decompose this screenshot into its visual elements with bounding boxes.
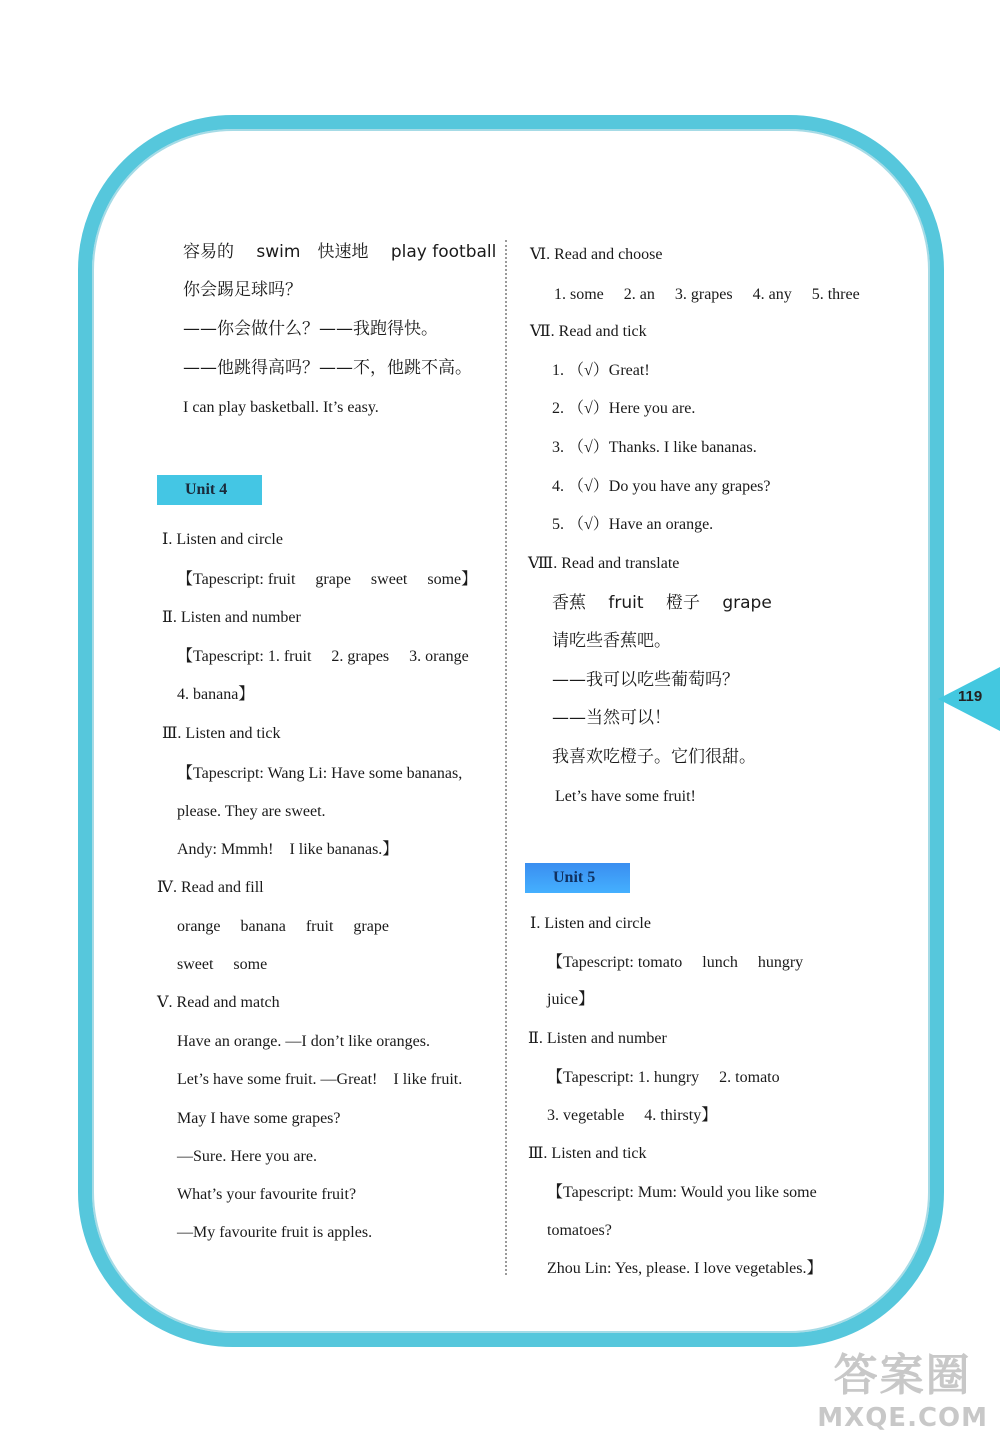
text-line: 容易的 swim 快速地 play football [183, 242, 497, 262]
answer-line: juice】 [547, 991, 595, 1008]
answer-line: 4. banana】 [177, 686, 255, 703]
watermark [817, 1339, 988, 1433]
answer-line: Andy: Mmmh! I like bananas.】 [177, 841, 399, 858]
answer-line: —My favourite fruit is apples. [177, 1224, 373, 1241]
answer-line: 【Tapescript: tomato lunch hungry [547, 954, 804, 971]
answer-line: please. They are sweet. [177, 803, 326, 820]
section-title: Ⅰ. Listen and circle [162, 531, 283, 548]
answer-line: orange banana fruit grape [177, 918, 389, 935]
section-title: Ⅱ. Listen and number [528, 1030, 667, 1047]
answer-line: 【Tapescript: fruit grape sweet some】 [177, 571, 478, 588]
answer-line: Zhou Lin: Yes, please. I love vegetables.】 [547, 1260, 823, 1277]
section-title: Ⅱ. Listen and number [162, 609, 301, 626]
section-title: Ⅶ. Read and tick [530, 323, 647, 340]
page-number: 119 [958, 688, 983, 705]
section-title: Ⅲ. Listen and tick [528, 1145, 647, 1162]
answer-line: sweet some [177, 956, 268, 973]
answer-line: 3. vegetable 4. thirsty】 [547, 1107, 718, 1124]
section-title: Ⅷ. Read and translate [528, 555, 680, 572]
section-title: Ⅵ. Read and choose [530, 246, 663, 263]
section-title: Ⅳ. Read and fill [157, 879, 264, 896]
answer-line: 3. （√）Thanks. I like bananas. [552, 439, 757, 456]
watermark-url: MXQE.COM [817, 1403, 988, 1433]
answer-line: 5. （√）Have an orange. [552, 516, 714, 533]
answer-line: Let’s have some fruit. —Great! I like fruit. [177, 1071, 463, 1088]
text-line: 你会踢足球吗？ [183, 280, 302, 300]
answer-line: 【Tapescript: Wang Li: Have some bananas, [177, 765, 463, 782]
section-title: Ⅴ. Read and match [157, 994, 280, 1011]
answer-line: 1. some 2. an 3. grapes 4. any 5. three [554, 286, 860, 303]
answer-line: 香蕉 fruit 橙子 grape [552, 593, 772, 613]
text-line: ——你会做什么？——我跑得快。 [183, 319, 438, 339]
answer-line: May I have some grapes? [177, 1110, 341, 1127]
answer-line: Let’s have some fruit! [555, 788, 696, 805]
answer-line: 4. （√）Do you have any grapes? [552, 478, 771, 495]
answer-line: 【Tapescript: 1. hungry 2. tomato [547, 1069, 780, 1086]
text-line: I can play basketball. It’s easy. [183, 399, 379, 416]
answer-line: ——当然可以！ [552, 708, 671, 728]
answer-line: tomatoes? [547, 1222, 612, 1239]
answer-line: Have an orange. —I don’t like oranges. [177, 1033, 430, 1050]
unit-4-heading: Unit 4 [157, 475, 262, 505]
watermark-logo-text: 答案圈 [833, 1350, 972, 1401]
answer-line: 2. （√）Here you are. [552, 400, 696, 417]
answer-line: 1. （√）Great! [552, 362, 650, 379]
answer-line: 请吃些香蕉吧。 [552, 631, 671, 651]
answer-line: —Sure. Here you are. [177, 1148, 317, 1165]
answer-line: ——我可以吃些葡萄吗？ [552, 670, 739, 690]
answer-line: 我喜欢吃橙子。它们很甜。 [552, 747, 756, 767]
section-title: Ⅲ. Listen and tick [162, 725, 281, 742]
section-title: Ⅰ. Listen and circle [530, 915, 651, 932]
column-divider [505, 240, 507, 1275]
answer-line: 【Tapescript: 1. fruit 2. grapes 3. orange [177, 648, 469, 665]
answer-line: What’s your favourite fruit? [177, 1186, 357, 1203]
unit-5-heading: Unit 5 [525, 863, 630, 893]
answer-line: 【Tapescript: Mum: Would you like some [547, 1184, 817, 1201]
text-line: ——他跳得高吗？——不，他跳不高。 [183, 358, 472, 378]
